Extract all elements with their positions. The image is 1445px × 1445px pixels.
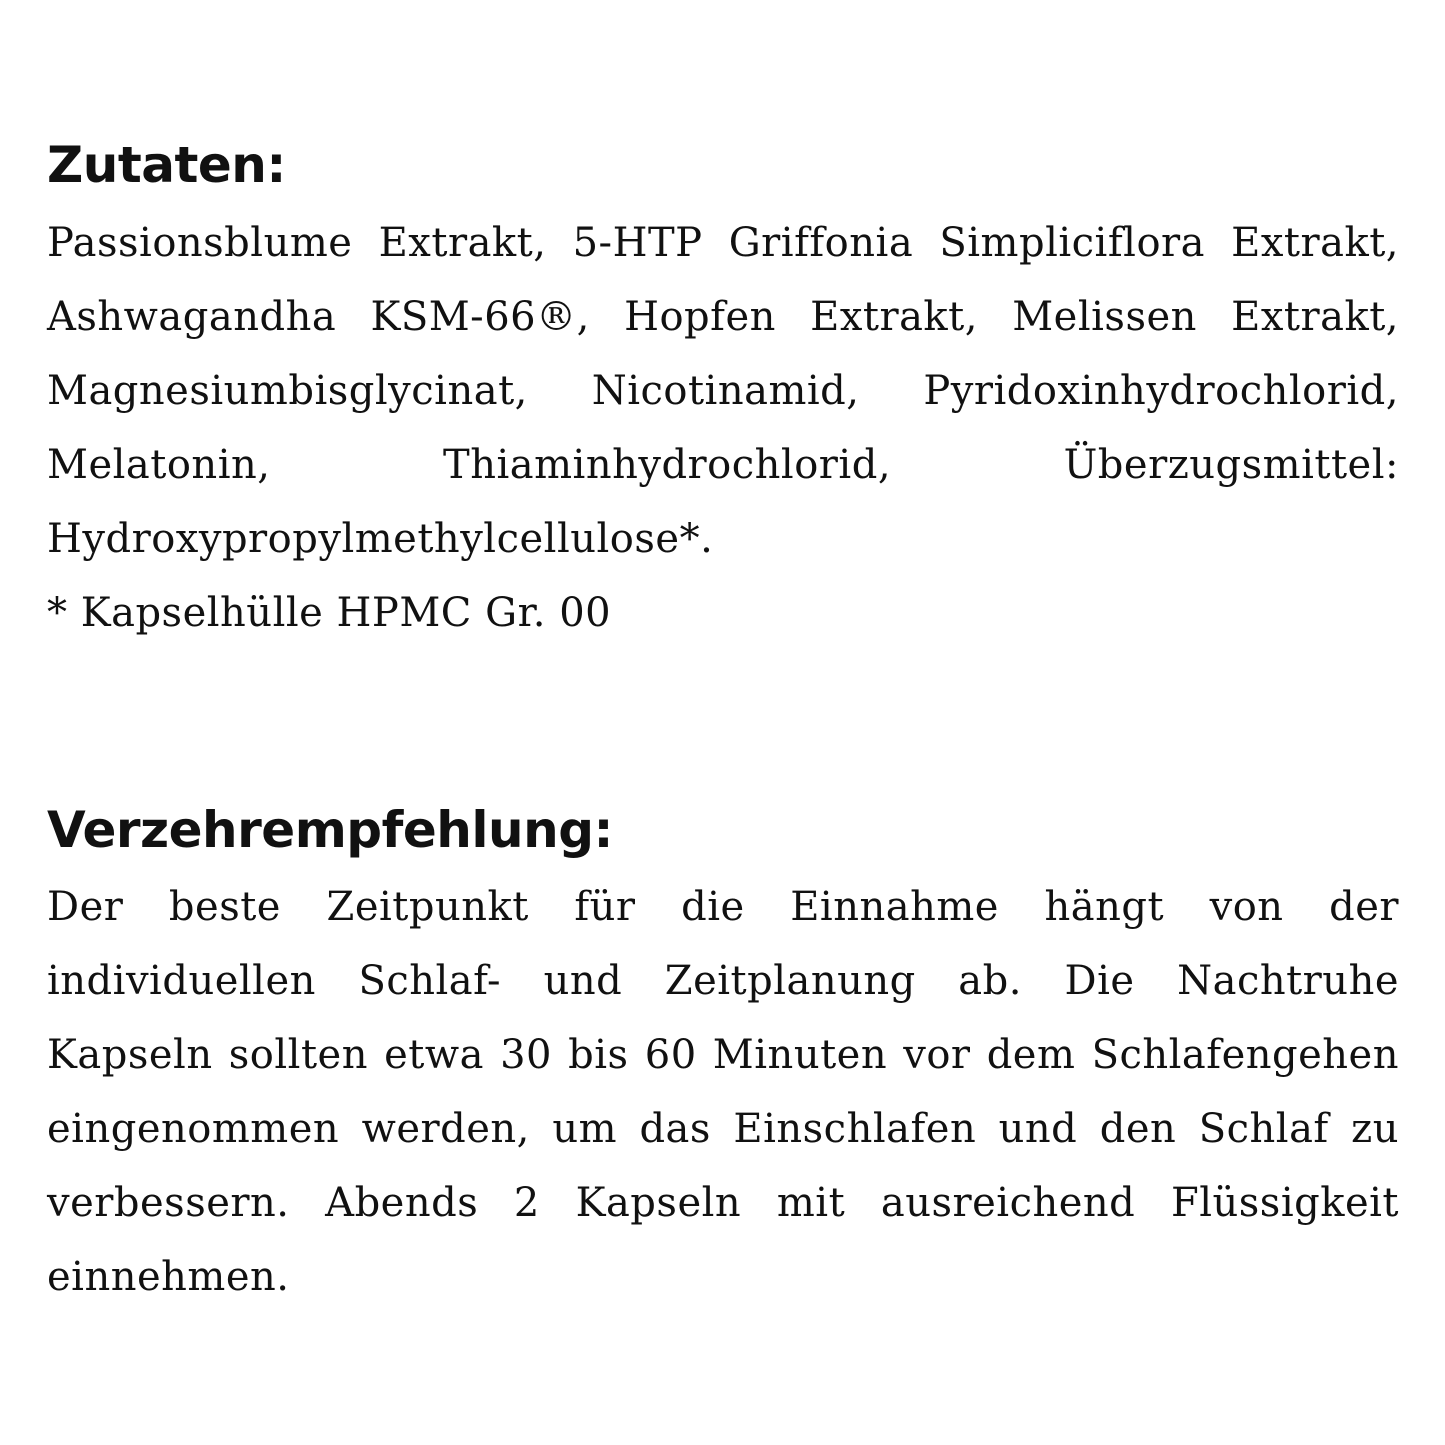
ingredients-list: Passionsblume Extrakt, 5-HTP Griffonia Simpliciflora Extrakt, Ashwagandha KSM-66®, Hopfen Extrakt, Melissen Extrakt, Magnesiumbisglycinat, Nicotinamid, Pyridoxinhydrochlorid, Melatonin, Thiaminhydrochlorid, Überzugsmittel: Hydroxypropylmethylcellulose*.: [47, 220, 1399, 562]
ingredients-footnote: * Kapselhülle HPMC Gr. 00: [47, 590, 612, 636]
ingredients-heading: Zutaten:: [47, 136, 286, 194]
usage-recommendation: Der beste Zeitpunkt für die Einnahme hängt von der individuellen Schlaf- und Zeitplanung ab. Die Nachtruhe Kapseln sollten etwa 30 bis 60 Minuten vor dem Schlafengehen eingenommen werden, um das Einschlafen und den Schlaf zu verbessern. Abends 2 Kapseln mit ausreichend Flüssigkeit einnehmen.: [47, 884, 1399, 1300]
usage-heading: Verzehrempfehlung:: [47, 801, 613, 859]
